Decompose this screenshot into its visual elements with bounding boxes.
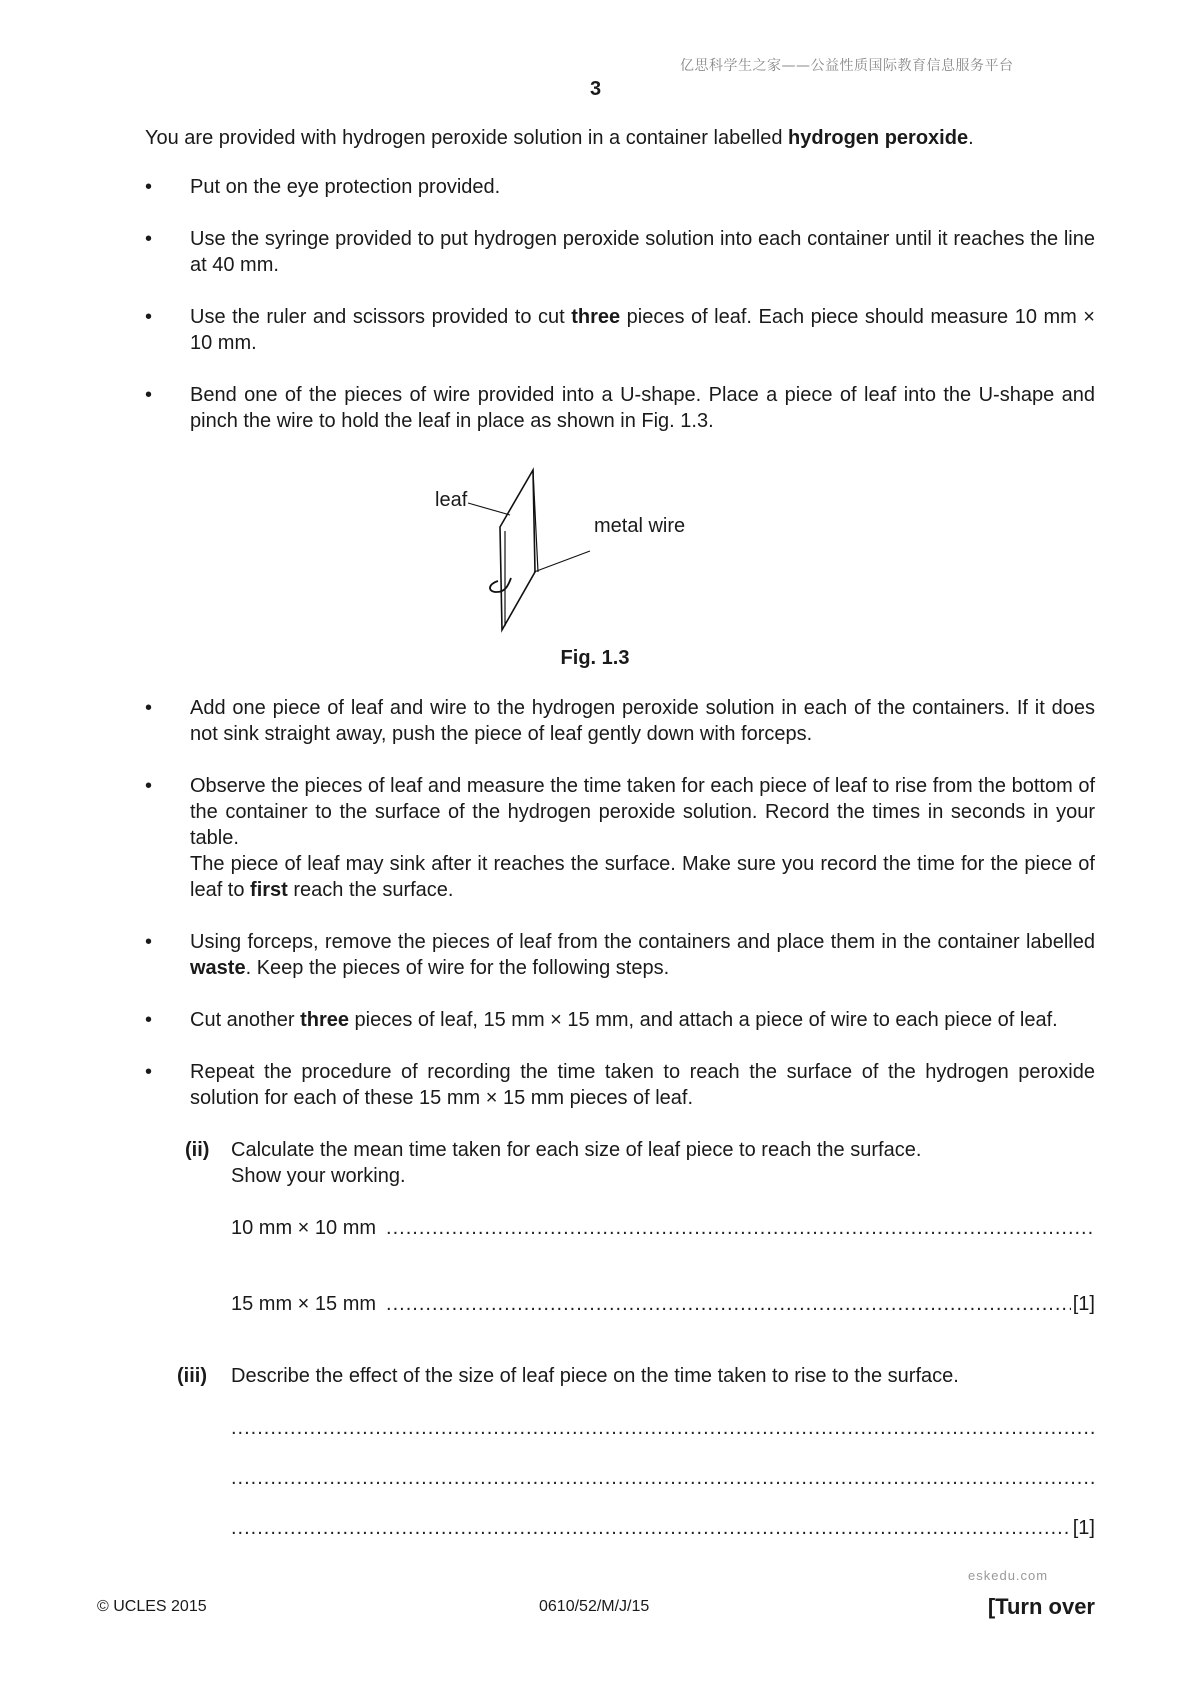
emphasis-text: three (300, 1009, 349, 1031)
bullet-marker: • (145, 697, 153, 719)
instruction-text: Use the ruler and scissors provided to cut (190, 306, 572, 328)
instruction-list-before-figure (145, 174, 1095, 434)
emphasis-text: first (250, 879, 288, 901)
instruction-text: Observe the pieces of leaf and measure the time taken for each piece of leaf to rise from the bottom of the container to the surface of the hydrogen peroxide solution. Record the times in seconds in your table. (190, 775, 1095, 849)
question-ii-text-line2: Show your working. (231, 1165, 406, 1187)
bullet-marker: • (145, 931, 153, 953)
leaf-label: leaf (435, 489, 468, 511)
leaf-wire-diagram (145, 460, 1045, 640)
answer-label-10mm: 10 mm × 10 mm (231, 1217, 377, 1239)
footer-watermark: eskedu.com (968, 1568, 1049, 1583)
intro-text-end: . (968, 127, 974, 149)
copyright: © UCLES 2015 (97, 1598, 207, 1615)
answer-line-iii-2[interactable] (231, 1463, 1095, 1491)
dotted-answer-space[interactable] (231, 1515, 1071, 1541)
instruction-text: Add one piece of leaf and wire to the hydrogen peroxide solution in each of the containers. If it does not sink straight away, push the piece of leaf gently down with forceps. (190, 697, 1095, 745)
instruction-text: Using forceps, remove the pieces of leaf from the containers and place them in the container labelled (190, 931, 1095, 953)
question-iii (145, 1363, 1095, 1541)
question-ii (145, 1137, 1095, 1317)
instruction-text: reach the surface. (287, 879, 454, 901)
bullet-marker: • (145, 1061, 153, 1083)
header-watermark: 亿思科学生之家——公益性质国际教育信息服务平台 (680, 58, 1014, 74)
question-ii-label: (ii) (185, 1139, 210, 1161)
figure-caption: Fig. 1.3 (560, 647, 630, 669)
instruction-item (145, 695, 1095, 747)
instruction-text: pieces of leaf. Each piece should measure 10 mm × 10 mm. (190, 306, 1095, 354)
instruction-item (145, 1059, 1095, 1111)
figure-1-3 (145, 460, 1095, 695)
bullet-marker: • (145, 176, 153, 198)
emphasis-text: waste (190, 957, 246, 979)
leaf-leader-line (468, 503, 510, 515)
instruction-text: Repeat the procedure of recording the time taken to reach the surface of the hydrogen peroxide solution for each of these 15 mm × 15 mm pieces of leaf. (190, 1061, 1095, 1109)
bullet-marker: • (145, 228, 153, 250)
bullet-marker: • (145, 306, 153, 328)
wire-leader-line (534, 551, 590, 572)
intro-paragraph (145, 125, 1095, 151)
bullet-marker: • (145, 384, 153, 406)
answer-label-15mm: 15 mm × 15 mm (231, 1293, 377, 1315)
dotted-answer-space[interactable] (386, 1215, 1095, 1241)
marks-iii: [1] (1072, 1517, 1095, 1539)
instruction-item (145, 929, 1095, 981)
instruction-item (145, 174, 1095, 200)
dotted-answer-space[interactable] (231, 1465, 1095, 1491)
instruction-item (145, 226, 1095, 278)
answer-line-iii-1[interactable] (231, 1413, 1095, 1441)
instruction-text: . Keep the pieces of wire for the following steps. (245, 957, 670, 979)
instruction-text: Bend one of the pieces of wire provided into a U-shape. Place a piece of leaf into the U-shape and pinch the wire to hold the leaf in place as shown in Fig. 1.3. (190, 384, 1095, 432)
intro-text: You are provided with hydrogen peroxide solution in a container labelled (145, 127, 789, 149)
instruction-text: Put on the eye protection provided. (190, 176, 501, 198)
instruction-list-after-figure (145, 695, 1095, 1111)
question-iii-text: Describe the effect of the size of leaf piece on the time taken to rise to the surface. (231, 1365, 959, 1387)
instruction-item (145, 773, 1095, 903)
instruction-text: Use the syringe provided to put hydrogen peroxide solution into each container until it reaches the line at 40 mm. (190, 228, 1095, 276)
question-ii-text-line1: Calculate the mean time taken for each size of leaf piece to reach the surface. (231, 1139, 922, 1161)
instruction-text: Cut another (190, 1009, 301, 1031)
answer-line-10mm[interactable] (231, 1213, 1095, 1241)
question-iii-label: (iii) (177, 1365, 207, 1387)
dotted-answer-space[interactable] (386, 1291, 1071, 1317)
turn-over: [Turn over (987, 1594, 1095, 1619)
bullet-marker: • (145, 775, 153, 797)
page-number: 3 (589, 78, 602, 100)
instruction-text: The piece of leaf may sink after it reaches the surface. Make sure you record the time for the piece of leaf to (190, 853, 1095, 901)
bullet-marker: • (145, 1009, 153, 1031)
page-content (145, 125, 1095, 1541)
instruction-item (145, 382, 1095, 434)
answer-line-15mm[interactable] (231, 1289, 1095, 1317)
answer-line-iii-3[interactable] (231, 1513, 1095, 1541)
instruction-item (145, 1007, 1095, 1033)
instruction-text: pieces of leaf, 15 mm × 15 mm, and attach a piece of wire to each piece of leaf. (348, 1009, 1058, 1031)
emphasis-text: three (571, 306, 621, 328)
metal-wire-label: metal wire (594, 515, 686, 537)
intro-bold: hydrogen peroxide (788, 127, 969, 149)
marks-ii: [1] (1072, 1293, 1095, 1315)
dotted-answer-space[interactable] (231, 1415, 1095, 1441)
paper-code: 0610/52/M/J/15 (539, 1598, 650, 1615)
instruction-item (145, 304, 1095, 356)
